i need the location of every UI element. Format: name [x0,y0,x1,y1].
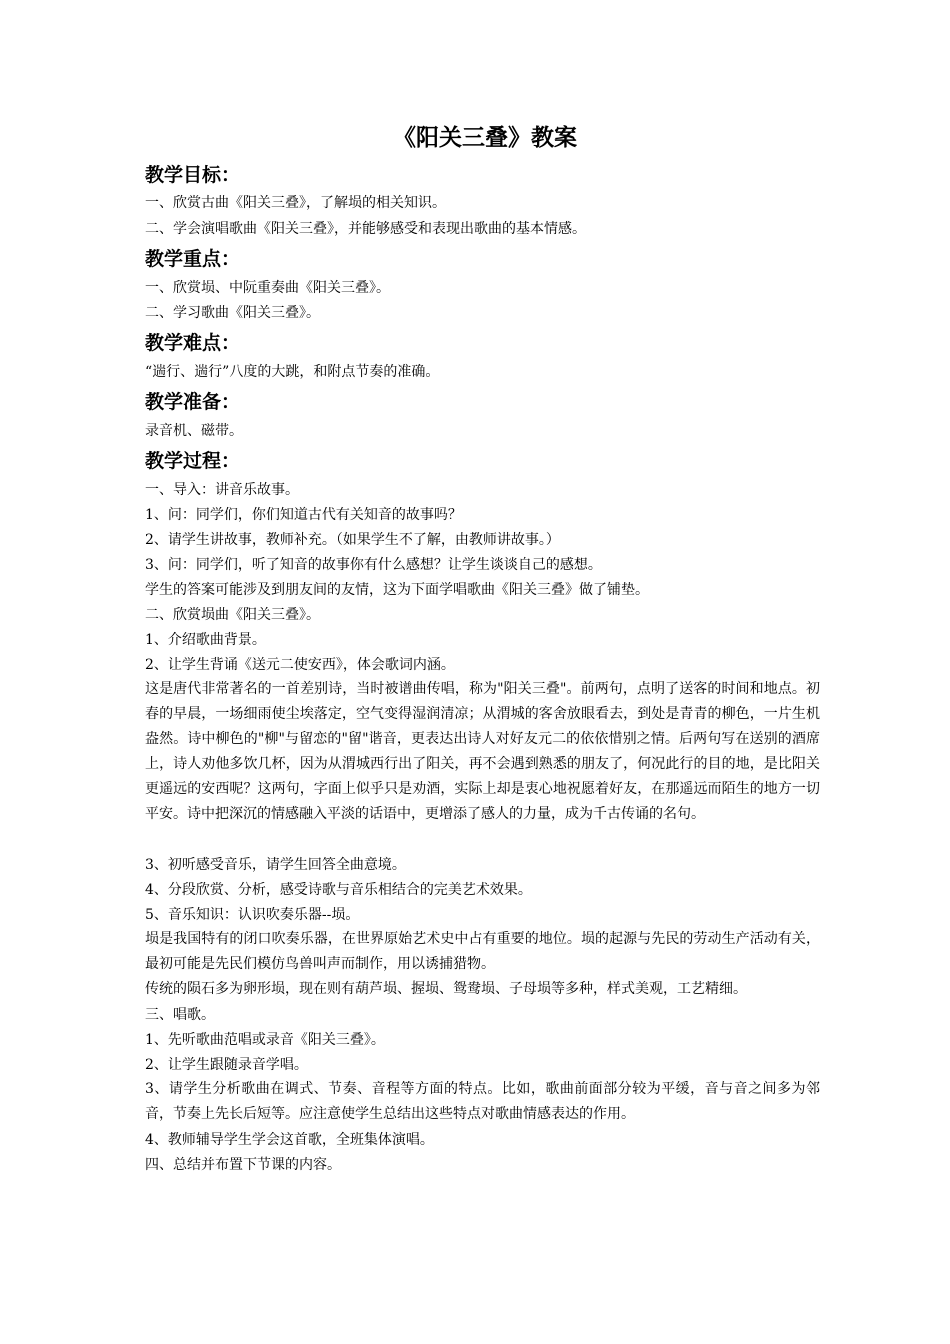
process-heading: 教学过程： [145,450,241,472]
process-line: 3、初听感受音乐，请学生回答全曲意境。 [145,857,406,873]
process-line: 二、欣赏埙曲《阳关三叠》。 [145,607,320,623]
process-line: 2、让学生跟随录音学唱。 [145,1057,308,1073]
process-line: 1、介绍歌曲背景。 [145,632,266,648]
goal-item-2: 二、学会演唱歌曲《阳关三叠》，并能够感受和表现出歌曲的基本情感。 [145,221,586,237]
xun-shapes-paragraph: 传统的陨石多为卵形埙，现在则有葫芦埙、握埙、鸳鸯埙、子母埙等多种，样式美观，工艺精细。 [145,981,747,997]
process-line: 3、问：同学们，听了知音的故事你有什么感想？让学生谈谈自己的感想。 [145,557,602,573]
process-line: 一、导入：讲音乐故事。 [145,482,299,498]
process-line: 四、总结并布置下节课的内容。 [145,1157,341,1173]
process-line: 4、教师辅导学生学会这首歌，全班集体演唱。 [145,1132,434,1148]
preparation-item-1: 录音机、磁带。 [145,423,243,439]
key-point-item-2: 二、学习歌曲《阳关三叠》。 [145,305,320,321]
document-title: 《阳关三叠》教案 [393,124,577,151]
difficulty-item-1: “遄行、遄行”八度的大跳，和附点节奏的准确。 [145,364,440,380]
poem-explanation-paragraph: 这是唐代非常著名的一首差别诗，当时被谱曲传唱，称为"阳关三叠"。前两句，点明了送客的时间和地点。初春的早晨，一场细雨使尘埃落定，空气变得湿润清凉；从渭城的客舍放眼看去，到处是青青的柳色，一片生机盎然。诗中柳色的"柳"与留恋的"留"谐音，更表达出诗人对好友元二的依依惜别之情。后两句写在送别的酒席上，诗人劝他多饮几杯，因为从渭城西行出了阳关，再不会遇到熟悉的朋友了，何况此行的目的地，是比阳关更遥远的安西呢？这两句，字面上似乎只是劝酒，实际上却是衷心地祝愿着好友，在那遥远而陌生的地方一切平安。诗中把深沉的情感融入平淡的话语中，更增添了感人的力量，成为千古传诵的名句。 [145,681,820,822]
process-line: 学生的答案可能涉及到朋友间的友情，这为下面学唱歌曲《阳关三叠》做了铺垫。 [145,582,649,598]
process-line: 2、让学生背诵《送元二使安西》，体会歌词内涵。 [145,657,455,673]
goal-item-1: 一、欣赏古曲《阳关三叠》，了解埙的相关知识。 [145,195,446,211]
process-line: 5、音乐知识：认识吹奏乐器--埙。 [145,907,360,923]
preparation-heading: 教学准备： [145,391,241,413]
process-line: 1、先听歌曲范唱或录音《阳关三叠》。 [145,1032,385,1048]
key-point-item-1: 一、欣赏埙、中阮重奏曲《阳关三叠》。 [145,280,390,296]
process-line: 4、分段欣赏、分析，感受诗歌与音乐相结合的完美艺术效果。 [145,882,532,898]
xun-introduction-paragraph: 埙是我国特有的闭口吹奏乐器，在世界原始艺术史中占有重要的地位。埙的起源与先民的劳动生产活动有关，最初可能是先民们模仿鸟兽叫声而制作，用以诱捕猎物。 [145,931,820,972]
process-line: 三、唱歌。 [145,1007,215,1023]
difficulties-heading: 教学难点： [145,332,241,354]
key-points-heading: 教学重点： [145,248,241,270]
process-line: 2、请学生讲故事，教师补充。（如果学生不了解，由教师讲故事。） [145,532,560,548]
process-line: 1、问：同学们，你们知道古代有关知音的故事吗？ [145,507,462,523]
goals-heading: 教学目标： [145,164,241,186]
song-analysis-paragraph: 3、请学生分析歌曲在调式、节奏、音程等方面的特点。比如，歌曲前面部分较为平缓，音与音之间多为邻音，节奏上先长后短等。应注意使学生总结出这些特点对歌曲情感表达的作用。 [145,1081,820,1122]
